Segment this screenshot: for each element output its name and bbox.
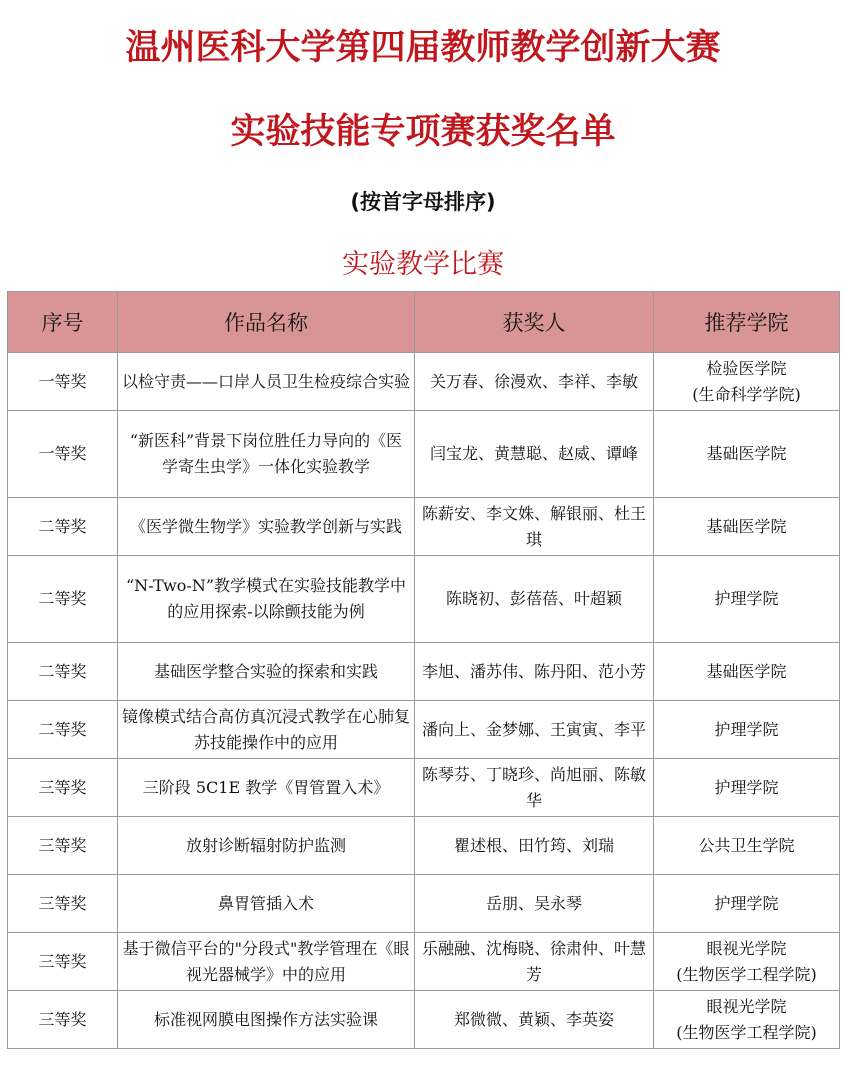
winners-cell: 闫宝龙、黄慧聪、赵威、谭峰 [415, 411, 654, 498]
winners-cell: 岳朋、吴永琴 [415, 875, 654, 933]
college-cell: 基础医学院 [654, 411, 840, 498]
column-header-winners: 获奖人 [415, 292, 654, 353]
work-cell: 放射诊断辐射防护监测 [118, 817, 415, 875]
college-cell: 眼视光学院 (生物医学工程学院) [654, 933, 840, 991]
work-cell: 以检守责——口岸人员卫生检疫综合实验 [118, 353, 415, 411]
award-cell: 二等奖 [8, 643, 118, 701]
college-cell: 眼视光学院 (生物医学工程学院) [654, 991, 840, 1049]
section-title: 实验教学比赛 [342, 249, 504, 280]
work-cell: 三阶段 5C1E 教学《胃管置入术》 [118, 759, 415, 817]
award-cell: 一等奖 [8, 411, 118, 498]
work-cell: 基于微信平台的"分段式"教学管理在《眼视光器械学》中的应用 [118, 933, 415, 991]
column-header-college: 推荐学院 [654, 292, 840, 353]
college-cell: 基础医学院 [654, 498, 840, 556]
college-cell: 检验医学院 (生命科学学院) [654, 353, 840, 411]
table-row [8, 411, 840, 498]
table-row [8, 556, 840, 643]
work-cell: 基础医学整合实验的探索和实践 [118, 643, 415, 701]
table-row [8, 643, 840, 701]
column-header-work: 作品名称 [118, 292, 415, 353]
table-row [8, 759, 840, 817]
table-row [8, 817, 840, 875]
winners-cell: 陈琴芬、丁晓珍、尚旭丽、陈敏华 [415, 759, 654, 817]
work-cell: 标准视网膜电图操作方法实验课 [118, 991, 415, 1049]
award-cell: 三等奖 [8, 991, 118, 1049]
work-cell: “新医科”背景下岗位胜任力导向的《医学寄生虫学》一体化实验教学 [118, 411, 415, 498]
table-row [8, 353, 840, 411]
winners-cell: 乐融融、沈梅晓、徐肃仲、叶慧芳 [415, 933, 654, 991]
work-cell: 镜像模式结合高仿真沉浸式教学在心肺复苏技能操作中的应用 [118, 701, 415, 759]
winners-cell: 瞿述根、田竹筠、刘瑞 [415, 817, 654, 875]
winners-cell: 陈薪安、李文姝、解银丽、杜王琪 [415, 498, 654, 556]
table-row [8, 933, 840, 991]
college-cell: 公共卫生学院 [654, 817, 840, 875]
column-header-index: 序号 [8, 292, 118, 353]
table-row [8, 875, 840, 933]
award-cell: 三等奖 [8, 759, 118, 817]
work-cell: 《医学微生物学》实验教学创新与实践 [118, 498, 415, 556]
table-row [8, 701, 840, 759]
college-cell: 基础医学院 [654, 643, 840, 701]
winners-cell: 郑微微、黄颖、李英姿 [415, 991, 654, 1049]
work-cell: “N-Two-N”教学模式在实验技能教学中的应用探索-以除颤技能为例 [118, 556, 415, 643]
award-cell: 二等奖 [8, 701, 118, 759]
subtitle: (按首字母排序) [350, 190, 496, 214]
winners-cell: 李旭、潘苏伟、陈丹阳、范小芳 [415, 643, 654, 701]
title-line-1: 温州医科大学第四届教师教学创新大赛 [125, 28, 721, 68]
award-cell: 一等奖 [8, 353, 118, 411]
work-cell: 鼻胃管插入术 [118, 875, 415, 933]
college-cell: 护理学院 [654, 875, 840, 933]
table-header-row [8, 292, 840, 353]
winners-cell: 关万春、徐漫欢、李祥、李敏 [415, 353, 654, 411]
table-row [8, 498, 840, 556]
college-cell: 护理学院 [654, 759, 840, 817]
award-cell: 三等奖 [8, 817, 118, 875]
award-cell: 三等奖 [8, 933, 118, 991]
award-cell: 二等奖 [8, 498, 118, 556]
college-cell: 护理学院 [654, 701, 840, 759]
awards-table [7, 291, 840, 1049]
winners-cell: 陈晓初、彭蓓蓓、叶超颖 [415, 556, 654, 643]
table-row [8, 991, 840, 1049]
winners-cell: 潘向上、金梦娜、王寅寅、李平 [415, 701, 654, 759]
college-cell: 护理学院 [654, 556, 840, 643]
title-line-2: 实验技能专项赛获奖名单 [230, 112, 616, 152]
award-cell: 二等奖 [8, 556, 118, 643]
award-cell: 三等奖 [8, 875, 118, 933]
